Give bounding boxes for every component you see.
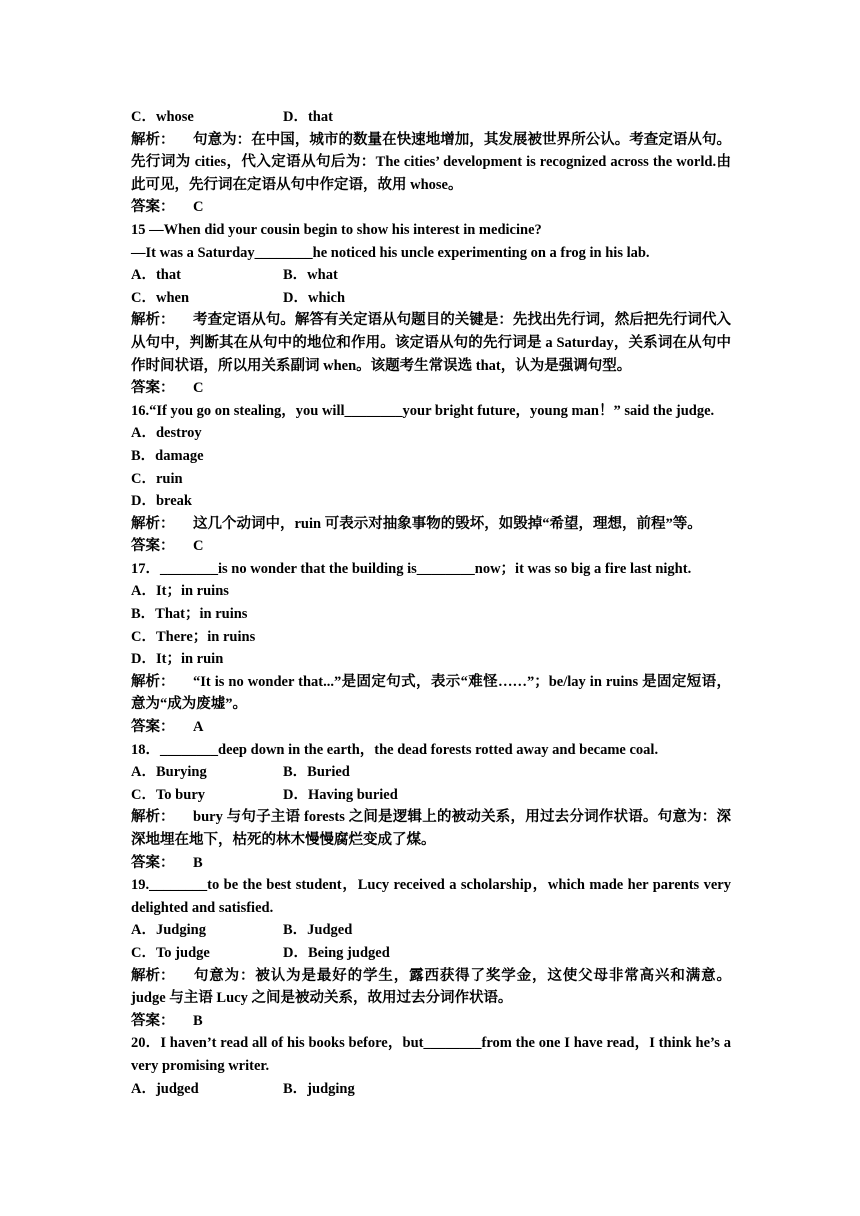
answer-line xyxy=(131,716,731,739)
answer-line xyxy=(131,196,731,219)
option-text: B．Buried xyxy=(283,764,350,781)
answer-text: A xyxy=(193,719,204,736)
option-text: D．which xyxy=(283,289,346,306)
option-text: B．Judged xyxy=(283,922,353,939)
analysis-text: 句意为：被认为是最好的学生，露西获得了奖学金，这使父母非常高兴和满意。judge 与主语 Lucy 之间是被动关系，故用过去分词作状语。 xyxy=(131,967,731,1007)
question-line: C．ruin xyxy=(131,470,183,487)
analysis-paragraph xyxy=(131,513,731,536)
question-line: B．damage xyxy=(131,447,204,464)
answer-label: 答案： xyxy=(131,380,175,397)
answer-text: B xyxy=(193,854,203,871)
answer-label: 答案： xyxy=(131,719,175,736)
options-row xyxy=(131,264,731,287)
analysis-text: 句意为：在中国，城市的数量在快速地增加，其发展被世界所公认。考查定语从句。先行词为 cities，代入定语从句后为：The cities’ development is recognized across the world.由此可见，先行词在定语从句中作定语，故用 whose。 xyxy=(131,131,731,193)
analysis-text: 这几个动词中，ruin 可表示对抽象事物的毁坏，如毁掉“希望，理想，前程”等。 xyxy=(193,515,702,532)
analysis-label: 解析： xyxy=(131,312,175,329)
options-row xyxy=(131,106,731,129)
question-line: 16.“If you go on stealing，you will________your bright future，young man！” said the judge. xyxy=(131,402,715,419)
answer-label: 答案： xyxy=(131,199,175,216)
analysis-paragraph xyxy=(131,129,731,197)
option-text: B．judging xyxy=(283,1080,355,1097)
question-line: 15 —When did your cousin begin to show his interest in medicine? xyxy=(131,221,542,238)
question-line: 20．I haven’t read all of his books before，but________from the one I have read，I think he’s a very promising writer. xyxy=(131,1035,731,1074)
analysis-text: bury 与句子主语 forests 之间是逻辑上的被动关系，用过去分词作状语。句意为：深深地埋在地下，枯死的林木慢慢腐烂变成了煤。 xyxy=(131,809,731,848)
option-text: B．what xyxy=(283,267,338,284)
question-line: D．break xyxy=(131,493,192,510)
analysis-label: 解析： xyxy=(131,131,175,148)
options-row xyxy=(131,287,731,310)
question-line: D．It；in ruin xyxy=(131,651,224,668)
option-text: D．Being judged xyxy=(283,944,390,961)
options-row xyxy=(131,784,731,807)
options-row xyxy=(131,1078,731,1101)
analysis-paragraph xyxy=(131,671,731,716)
options-row xyxy=(131,942,731,965)
analysis-label: 解析： xyxy=(131,673,175,690)
analysis-paragraph xyxy=(131,806,731,851)
answer-text: B xyxy=(193,1012,203,1029)
option-text: A．judged xyxy=(131,1080,199,1097)
question-line: C．There；in ruins xyxy=(131,628,256,645)
answer-line xyxy=(131,377,731,400)
question-line: 18．________deep down in the earth，the dead forests rotted away and became coal. xyxy=(131,741,659,758)
answer-label: 答案： xyxy=(131,854,175,871)
answer-line xyxy=(131,535,731,558)
answer-label: 答案： xyxy=(131,538,175,555)
options-row xyxy=(131,919,731,942)
question-line: A．It；in ruins xyxy=(131,583,229,600)
exercise-content xyxy=(131,106,731,1100)
answer-label: 答案： xyxy=(131,1012,175,1029)
option-text: A．Burying xyxy=(131,764,207,781)
option-text: D．that xyxy=(283,109,333,125)
question-line: B．That；in ruins xyxy=(131,606,248,623)
option-text: A．that xyxy=(131,267,181,284)
question-line: —It was a Saturday________he noticed his uncle experimenting on a frog in his lab. xyxy=(131,244,650,261)
answer-text: C xyxy=(193,199,204,216)
option-text: C．when xyxy=(131,289,190,306)
option-text: C．To judge xyxy=(131,944,210,961)
analysis-label: 解析： xyxy=(131,967,175,984)
analysis-text: 考查定语从句。解答有关定语从句题目的关键是：先找出先行词，然后把先行词代入从句中，判断其在从句中的地位和作用。该定语从句的先行词是 a Saturday，关系词在从句中作时间状语，所以用关系副词 when。该题考生常误选 that，认为是强调句型。 xyxy=(131,312,731,374)
answer-text: C xyxy=(193,380,204,397)
analysis-paragraph xyxy=(131,965,731,1010)
option-text: D．Having buried xyxy=(283,786,398,803)
question-line: A．destroy xyxy=(131,425,202,442)
analysis-label: 解析： xyxy=(131,809,175,826)
answer-line xyxy=(131,1010,731,1033)
option-text: A．Judging xyxy=(131,922,206,939)
question-line: 19.________to be the best student，Lucy received a scholarship，which made her parents very delighted and satisfied. xyxy=(131,877,731,916)
analysis-text: “It is no wonder that...”是固定句式，表示“难怪……”；be/lay in ruins 是固定短语，意为“成为废墟”。 xyxy=(131,673,731,713)
option-text: C．whose xyxy=(131,109,194,125)
option-text: C．To bury xyxy=(131,786,206,803)
answer-line xyxy=(131,852,731,875)
analysis-label: 解析： xyxy=(131,515,175,532)
options-row xyxy=(131,761,731,784)
answer-text: C xyxy=(193,538,204,555)
analysis-paragraph xyxy=(131,309,731,377)
question-line: 17．________is no wonder that the building is________now；it was so big a fire last night. xyxy=(131,560,692,577)
